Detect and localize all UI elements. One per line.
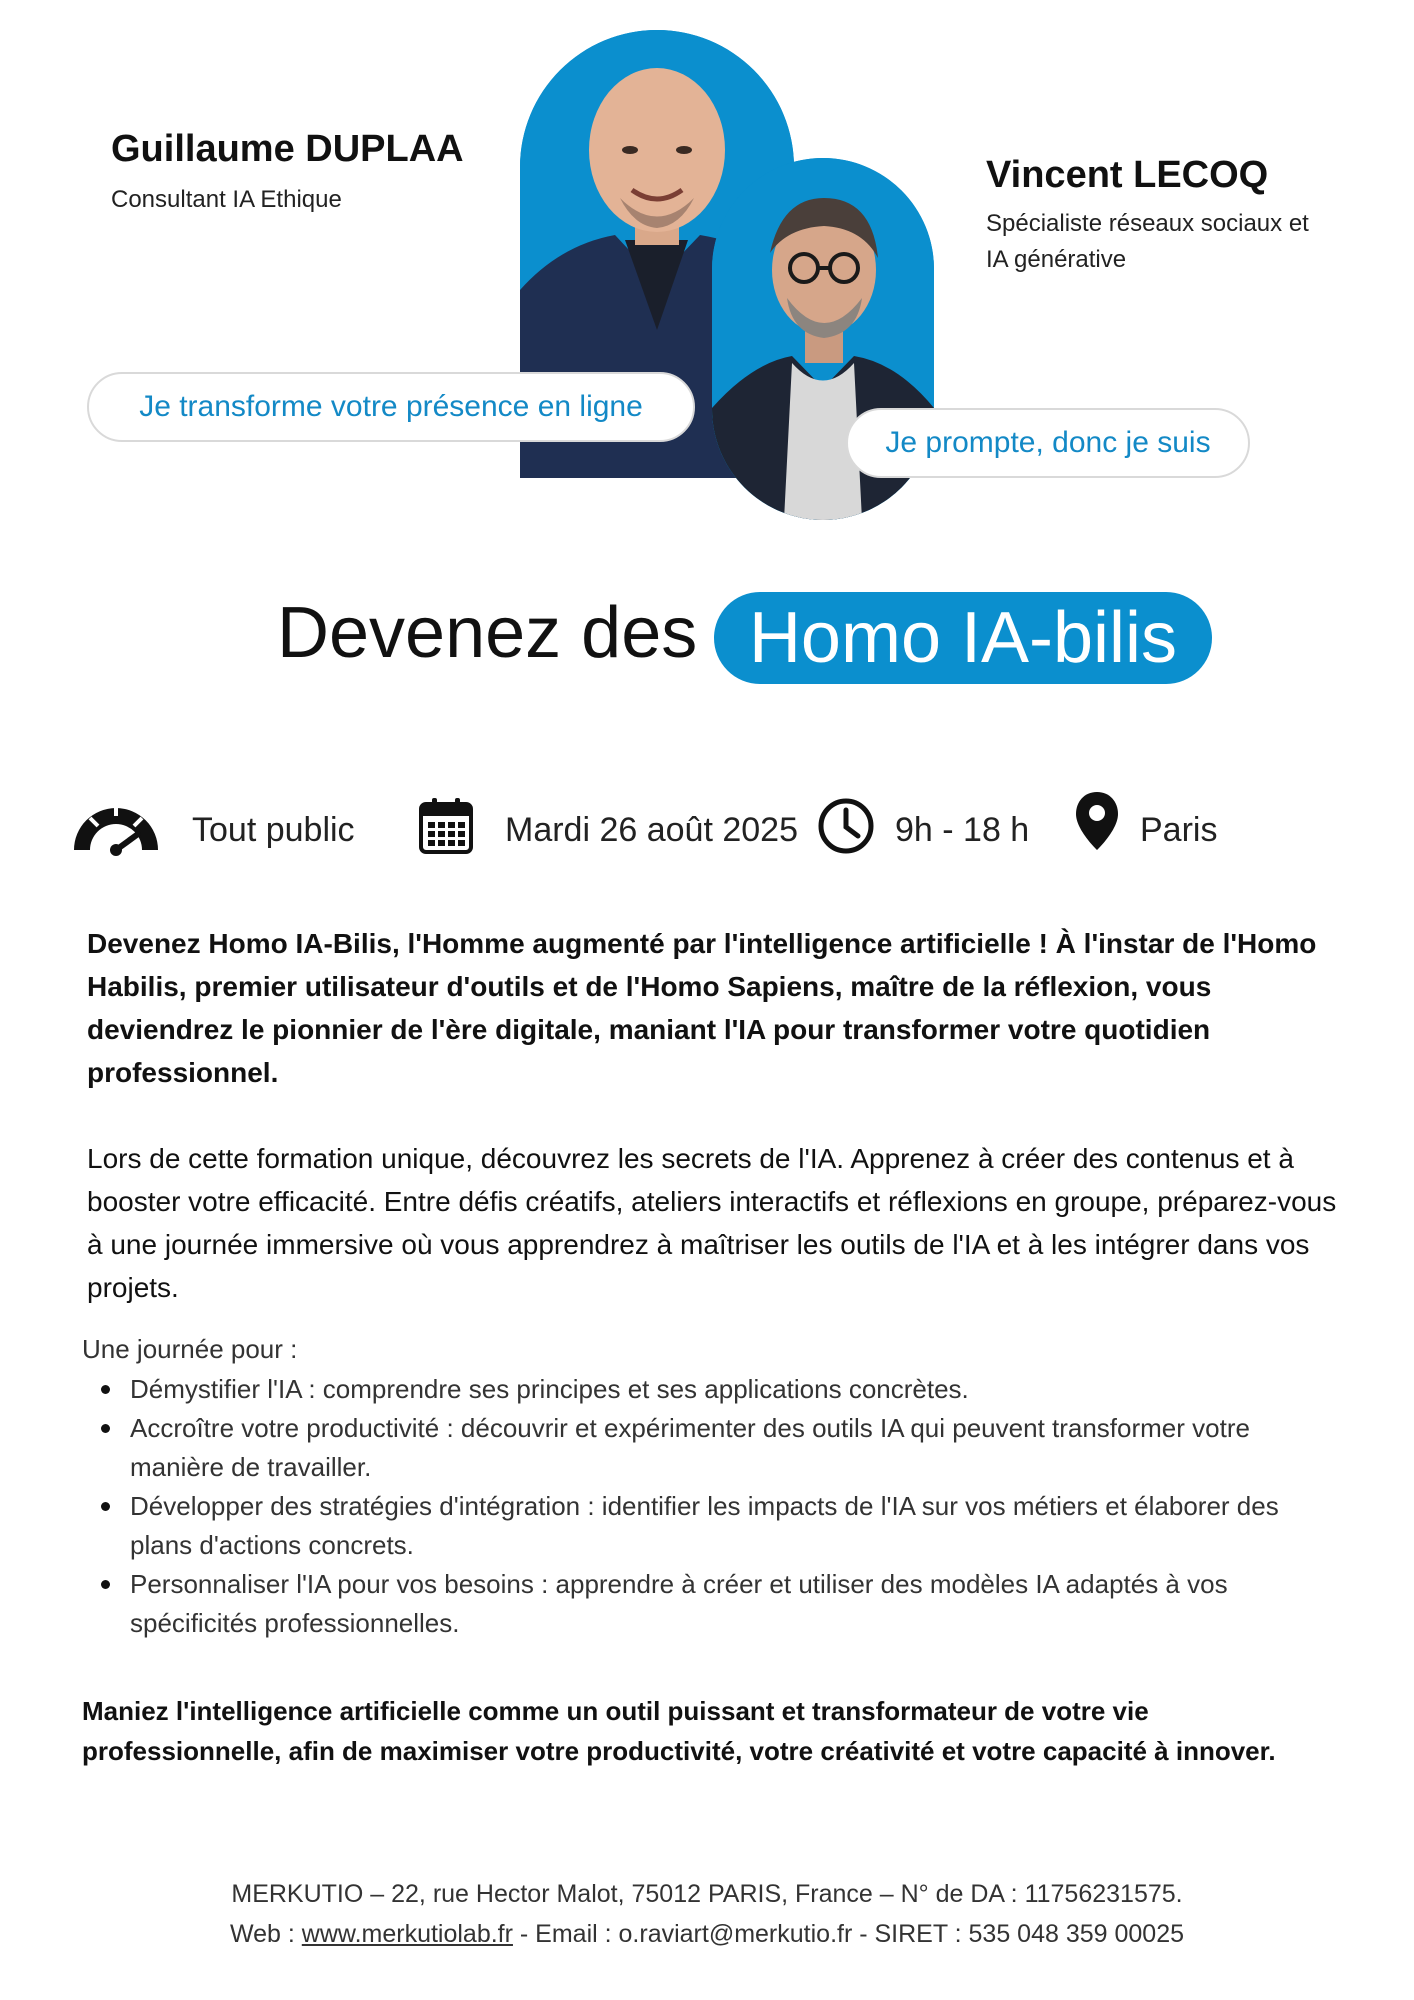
goals-list: [82, 1370, 1332, 1643]
goals-intro: Une journée pour :: [82, 1334, 298, 1364]
speaker-role-guillaume: Consultant IA Ethique: [111, 186, 342, 213]
speaker-name-guillaume: Guillaume DUPLAA: [111, 128, 464, 170]
speedometer-icon: [68, 796, 164, 856]
list-item: Développer des stratégies d'intégration : identifier les impacts de l'IA sur vos métiers et élaborer des plans d'actions concrets.: [82, 1487, 1332, 1565]
conclusion-paragraph: Maniez l'intelligence artificielle comme un outil puissant et transformateur de votre vie professionnelle, afin de maximiser votre productivité, votre créativité et votre capacité à innover.: [82, 1696, 1276, 1766]
list-item: Personnaliser l'IA pour vos besoins : apprendre à créer et utiliser des modèles IA adaptés à vos spécificités professionnelles.: [82, 1565, 1332, 1643]
info-time: 9h - 18 h: [895, 811, 1030, 849]
info-place: Paris: [1140, 811, 1218, 849]
tagline-vincent: Je prompte, donc je suis: [846, 408, 1250, 478]
tagline-guillaume: Je transforme votre présence en ligne: [87, 372, 695, 442]
calendar-icon: [418, 796, 474, 856]
speaker-role-vincent: Spécialiste réseaux sociaux et IA générative: [986, 210, 1309, 273]
clock-icon: [816, 796, 876, 856]
footer-address: MERKUTIO – 22, rue Hector Malot, 75012 PARIS, France – N° de DA : 11756231575.: [231, 1880, 1183, 1908]
page-title: [0, 586, 1414, 686]
description-paragraph: Lors de cette formation unique, découvrez les secrets de l'IA. Apprenez à créer des contenus et à booster votre efficacité. Entre défis créatifs, ateliers interactifs et réflexions en groupe, préparez-vous à une journée immersive où vous apprendrez à maîtriser les outils de l'IA et à les intégrer dans vos projets.: [87, 1143, 1337, 1303]
info-audience: Tout public: [192, 811, 355, 849]
title-prefix: Devenez des: [277, 593, 698, 673]
intro-paragraph: Devenez Homo IA-Bilis, l'Homme augmenté par l'intelligence artificielle ! À l'instar de l'Homo Habilis, premier utilisateur d'outils et de l'Homo Sapiens, maître de la réflexion, vous deviendrez le pionnier de l'ère digitale, maniant l'IA pour transformer votre quotidien professionnel.: [87, 928, 1317, 1088]
title-highlight: Homo IA-bilis: [714, 592, 1212, 684]
website-link[interactable]: www.merkutiolab.fr: [301, 1920, 513, 1948]
location-pin-icon: [1074, 790, 1120, 852]
speaker-name-vincent: Vincent LECOQ: [986, 154, 1269, 196]
footer: [0, 1874, 1414, 1954]
list-item: Démystifier l'IA : comprendre ses principes et ses applications concrètes.: [82, 1370, 1332, 1409]
info-date: Mardi 26 août 2025: [505, 811, 798, 849]
list-item: Accroître votre productivité : découvrir et expérimenter des outils IA qui peuvent transformer votre manière de travailler.: [82, 1409, 1332, 1487]
footer-contact: Web : www.merkutiolab.fr - Email : o.raviart@merkutio.fr - SIRET : 535 048 359 00025: [229, 1920, 1184, 1948]
